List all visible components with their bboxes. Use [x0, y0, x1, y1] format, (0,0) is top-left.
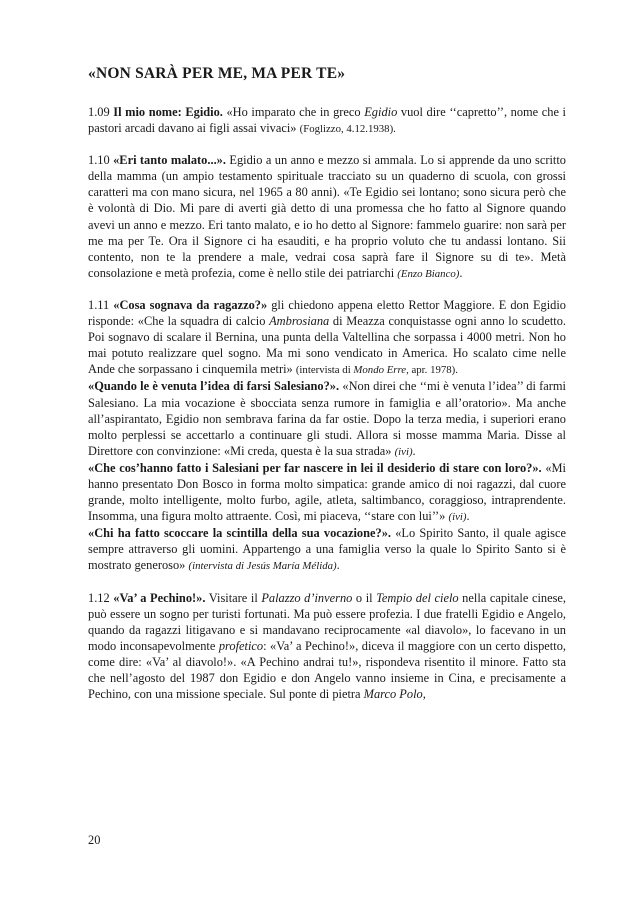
section-heading: «Eri tanto malato...».: [113, 153, 226, 168]
page-body: [88, 64, 566, 702]
source-citation: (Enzo Bianco): [397, 267, 460, 280]
italic-text: Tempio del cielo: [376, 590, 459, 605]
punctuation: .: [412, 443, 416, 458]
italic-text: Palazzo d’inverno: [261, 590, 353, 605]
section-number: 1.09: [88, 105, 114, 119]
punctuation: .: [336, 558, 340, 573]
body-text: «Non direi che ‘‘mi è venuta l’idea’’ di farmi Salesiano. La mia vocazione è sbocciata senza rumore in famiglia e all’oratorio». Ma anche all’aspirantato, Egidio non sembrava farina da far ostie. Dopo la terza media, i superiori erano molto perplessi se accettarlo a continuare gli studi. Allora si mosse mamma Maria. Disse al Direttore con convinzione: «Mi creda, questa è la sua strada»: [88, 379, 566, 458]
question-heading: «Che cos’hanno fatto i Salesiani per far nascere in lei il desiderio di stare con loro?».: [88, 460, 542, 475]
body-text: «Mi hanno presentato Don Bosco in forma molto simpatica: grande amico di noi ragazzi, dal cuore grande, molto intelligente, molto furbo, agile, atleta, saltimbanco, coraggioso, intraprendente. Insomma, una figura molto attraente. Così, mi piaceva, ‘‘stare con lui’’»: [88, 460, 566, 524]
section-heading: «Va’ a Pechino!».: [113, 590, 206, 605]
source-citation: (intervista di Jesús María Mélida): [188, 560, 337, 573]
source-citation: apr. 1978).: [408, 364, 458, 377]
body-text: : «Va’ a Pechino!», diceva il maggiore con un certo dispetto, come dire: «Va’ al diavolo!». «A Pechino andrai tu!», rispondeva risentito il minore. Fatto sta che nell’agosto del 1987 don Egidio e don Angelo vanno insieme in Cina, e precisamente a Pechino, con una missione speciale. Sul ponte di pietra: [88, 638, 566, 702]
italic-text: Ambrosiana: [269, 314, 330, 329]
body-text: di Meazza conquistasse ogni anno lo scudetto. Poi sognavo di scalare il Bernina, una punta della Valtellina che sorpassa i 4000 metri. Non ho mai potuto realizzare quel sogno. Ma mi sono vendicato in America. Ho scalato cime nelle Ande che sorpassano i cinquemila metri»: [88, 314, 566, 377]
section-1-12: [88, 590, 566, 703]
section-1-11: [88, 297, 566, 575]
italic-text: Egidio: [364, 105, 398, 119]
source-citation: (ivi): [448, 511, 467, 524]
body-text: gli chiedono appena eletto Rettor Maggiore. E don Egidio risponde: «Che la squadra di calcio: [88, 297, 566, 329]
question-heading: «Quando le è venuta l’idea di farsi Salesiano?».: [88, 379, 340, 394]
section-number: 1.12: [88, 590, 114, 605]
section-1-10: [88, 152, 566, 282]
punctuation: .: [466, 509, 470, 524]
body-text: «Ho imparato che in greco: [222, 105, 365, 119]
section-number: 1.10: [88, 153, 114, 168]
section-1-09: [88, 104, 566, 137]
body-text: o il: [352, 590, 377, 605]
italic-text: Marco Polo,: [363, 687, 426, 702]
punctuation: .: [459, 265, 463, 280]
italic-text: profetico: [218, 638, 264, 653]
body-text: Visitare il: [205, 590, 262, 605]
source-citation: (intervista di: [295, 364, 354, 377]
section-heading: Il mio nome: Egidio.: [113, 105, 223, 119]
source-citation-italic: Mondo Erre,: [353, 364, 409, 377]
source-citation: (Foglizzo, 4.12.1938).: [299, 123, 396, 136]
section-number: 1.11: [88, 297, 114, 312]
body-text: vuol dire ‘‘capretto’’, nome che i pastori arcadi davano ai figli assai vivaci»: [88, 105, 567, 136]
section-heading: «Cosa sognava da ragazzo?»: [113, 297, 268, 312]
question-heading: «Chi ha fatto scoccare la scintilla della sua vocazione?».: [88, 526, 391, 541]
chapter-title: «NON SARÀ PER ME, MA PER TE»: [88, 65, 346, 82]
page-number: 20: [88, 833, 101, 847]
body-text: nella capitale cinese, può essere un sogno per turisti fortunati. Ma può essere profezia. I due fratelli Egidio e Angelo, quando da ragazzi litigavano e si mandavano reciprocamente «al diavolo», lo facevano in un modo inconsapevolmente: [88, 590, 566, 653]
body-text: «Lo Spirito Santo, il quale agisce sempre attraverso gli uomini. Appartengo a una famiglia verso la quale lo Spirito Santo si è mostrato generoso»: [88, 526, 567, 573]
body-text: Egidio a un anno e mezzo si ammala. Lo si apprende da uno scritto della mamma (un ampio testamento spirituale tracciato su un quaderno di scuola, con grossi caratteri ma con mano sicura, nel 1965 a 80 anni). «Te Egidio sei lontano; sono sicura però che è volontà di Dio. Mi pare di averti già detto di una promessa che ho fatto al Signore quando avevi un anno e mezzo. Eri tanto malato, e io ho detto al Signore: fammelo guarire: non sarà per me ma per Te. Ora il Signore ci ha esauditi, e ha proprio voluto che tu andassi lontano. Sii contento, non te la prendere a male, vedrai cosa saprà fare il Signore su di te». Metà consolazione e metà profezia, come è nello stile dei patriarchi: [88, 153, 567, 280]
source-citation: (ivi): [394, 445, 413, 458]
